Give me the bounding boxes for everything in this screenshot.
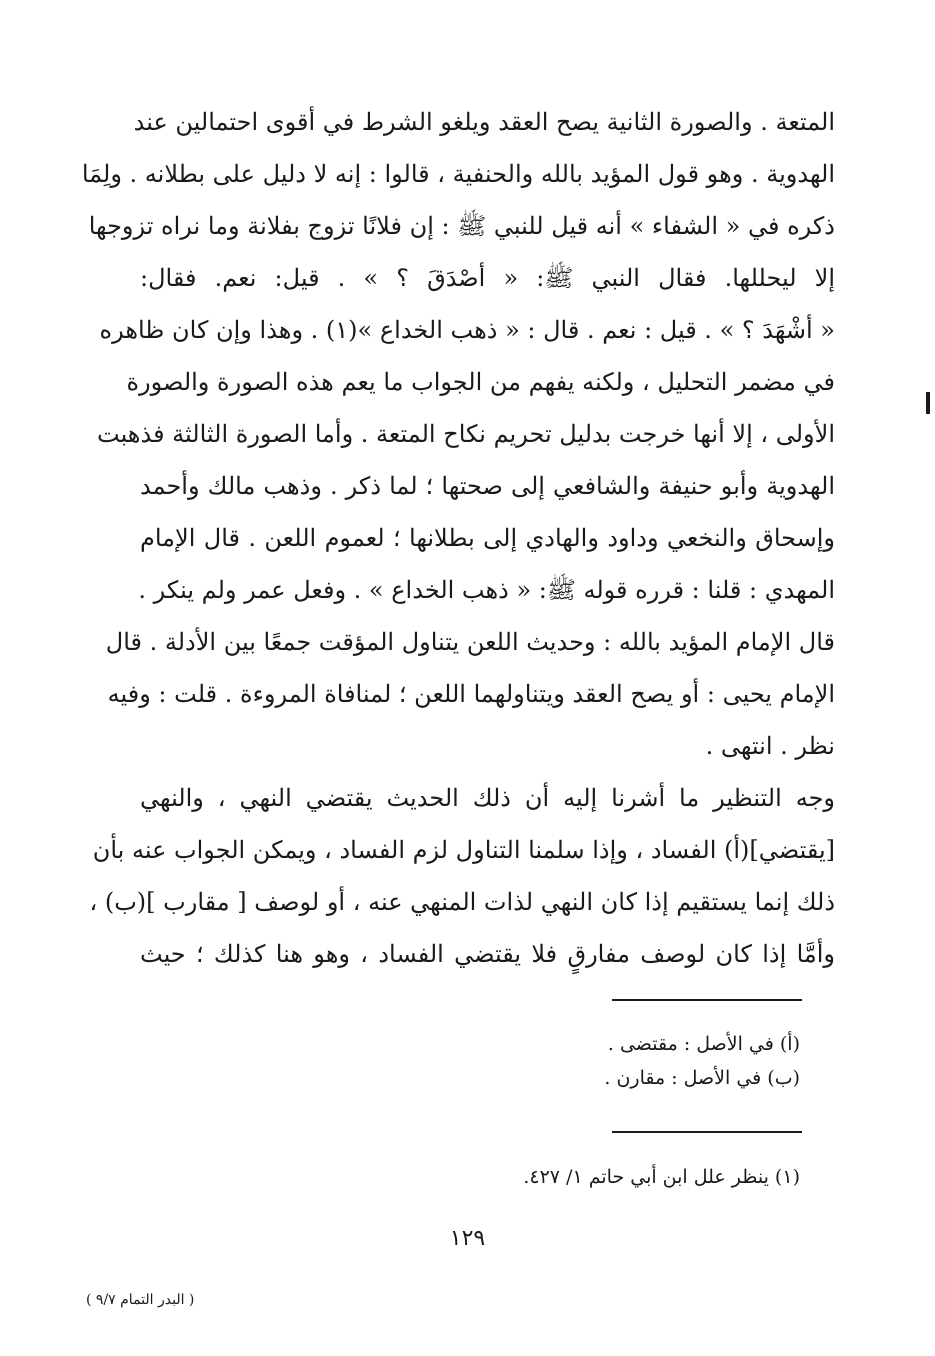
text-line: قال الإمام المؤيد بالله : وحديث اللعن يتناول المؤقت جمعًا بين الأدلة . قال — [105, 628, 835, 656]
text-line: وأمَّا إذا كان لوصف مفارقٍ فلا يقتضي الفساد ، وهو هنا كذلك ؛ حيث — [140, 940, 835, 968]
text-line: الهدوية وأبو حنيفة والشافعي إلى صحتها ؛ لما ذكر . وذهب مالك وأحمد — [140, 472, 835, 500]
main-paragraph-1 — [81, 96, 835, 772]
text-line: [يقتضي](أ) الفساد ، وإذا سلمنا التناول لزم الفساد ، ويمكن الجواب عنه بأن — [92, 836, 835, 864]
text-line: الأولى ، إلا أنها خرجت بدليل تحريم نكاح المتعة . وأما الصورة الثالثة فذهبت — [97, 420, 835, 448]
text-line: ذكره في « الشفاء » أنه قيل للنبي ﷺ : إن فلانًا تزوج بفلانة وما نراه تزوجها — [88, 212, 835, 240]
footnote: (١) ينظر علل ابن أبي حاتم ١/ ٤٢٧. — [523, 1166, 800, 1188]
text-line: المهدي : قلنا : قرره قوله ﷺ: « ذهب الخداع » . وفعل عمر ولم ينكر . — [138, 576, 835, 604]
text-line: وإسحاق والنخعي وداود والهادي إلى بطلانها ؛ لعموم اللعن . قال الإمام — [140, 524, 835, 552]
manuscript-note: (ب) في الأصل : مقارن . — [604, 1067, 800, 1089]
page-number: ١٢٩ — [449, 1226, 486, 1251]
notes-divider — [612, 999, 802, 1001]
text-line: المتعة . والصورة الثانية يصح العقد ويلغو الشرط في أقوى احتمالين عند — [133, 108, 835, 136]
footnotes — [300, 1160, 800, 1194]
manuscript-notes — [300, 1027, 800, 1095]
text-line: الإمام يحيى : أو يصح العقد ويتناولهما اللعن ؛ لمنافاة المروءة . قلت : وفيه — [107, 680, 835, 708]
text-line: إلا ليحللها. فقال النبي ﷺ: « أصْدَقَ ؟ » . قيل: نعم. فقال: — [140, 264, 835, 292]
text-line: ذلك إنما يستقيم إذا كان النهي لذات المنهي عنه ، أو لوصف [ مقارب ](ب) ، — [89, 888, 835, 916]
manuscript-note: (أ) في الأصل : مقتضى . — [607, 1033, 800, 1055]
signature-label: ( البدر التمام ٩/٧ ) — [86, 1292, 195, 1308]
text-line: الهدوية . وهو قول المؤيد بالله والحنفية ، قالوا : إنه لا دليل على بطلانه . ولِمَا — [81, 160, 835, 188]
margin-mark — [926, 392, 930, 414]
footnotes-divider — [612, 1131, 802, 1133]
text-line: نظر . انتهى . — [705, 732, 835, 760]
text-line: في مضمر التحليل ، ولكنه يفهم من الجواب ما يعم هذه الصورة والصورة — [126, 368, 835, 396]
text-line: « أشْهَدَ ؟ » . قيل : نعم . قال : « ذهب الخداع »(١) . وهذا وإن كان ظاهره — [99, 316, 835, 344]
main-paragraph-2 — [89, 772, 835, 980]
text-line: وجه التنظير ما أشرنا إليه أن ذلك الحديث يقتضي النهي ، والنهي — [140, 784, 835, 812]
